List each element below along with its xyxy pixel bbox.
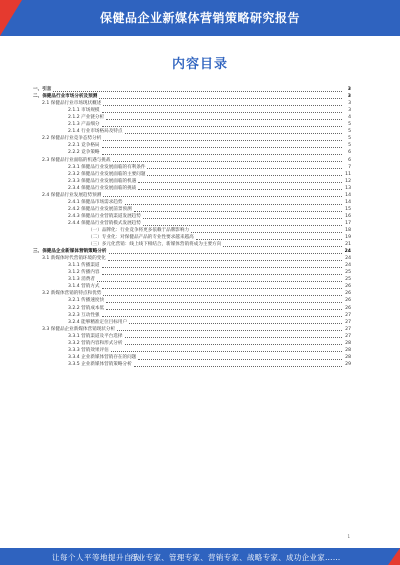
toc-entry-page: 26 [345,305,351,311]
toc-leader-dots [99,98,342,99]
toc-leader-dots [102,126,342,127]
footer-red-accent [388,548,400,565]
toc-entry[interactable] [33,93,351,100]
toc-entry[interactable] [33,149,351,156]
toc-leader-dots [129,323,342,324]
toc-entry-label: 3.1.3 消费者 [68,277,95,283]
toc-entry[interactable] [33,164,351,171]
toc-entry[interactable] [33,347,351,354]
toc-entry-label: 3.1.4 营销方式 [68,284,100,290]
toc-entry[interactable] [33,142,351,149]
toc-leader-dots [106,309,342,310]
toc-entry-page: 3 [347,94,351,100]
toc-entry[interactable] [33,192,351,199]
toc-entry-label: 2.3 保健品行业面临的机遇与挑战 [42,157,111,163]
toc-entry-page: 26 [345,291,351,297]
toc-entry[interactable] [33,206,351,213]
toc-entry[interactable] [33,199,351,206]
toc-entry-page: 5 [348,136,351,142]
toc-entry-label: 3.2.4 能够精准定位目标用户 [68,319,128,325]
toc-entry-page: 27 [345,312,351,318]
toc-entry-label: 2.1.1 市场规模 [68,108,100,114]
toc-leader-dots [147,175,342,176]
toc-entry-label: 3.3.3 营销效果评估 [68,347,109,353]
toc-entry-page: 25 [345,277,351,283]
toc-entry-label: 2.4.4 保健品行业营销模式发展趋势 [68,220,141,226]
toc-heading: 内容目录 [171,57,228,72]
toc-entry[interactable] [33,86,351,93]
toc-entry-page: 15 [345,206,351,212]
toc-entry-label: 一、引言 [33,87,52,93]
toc-entry-label: 2.3.3 保健品行业发展面临的机遇 [68,178,137,184]
toc-entry[interactable] [33,340,351,347]
toc-entry[interactable] [33,333,351,340]
toc-entry-label: 2.2 保健品行业竞争态势分析 [42,136,102,142]
toc-entry-page: 27 [345,326,351,332]
toc-entry-page: 28 [345,354,351,360]
toc-entry-page: 27 [345,333,351,339]
toc-entry-label: 2.4.3 保健品行业营销渠道发展趋势 [68,213,141,219]
toc-entry-label: 3.1.1 传播渠道 [68,263,100,269]
toc-entry-page: 14 [345,199,351,205]
toc-entry-page: 17 [345,220,351,226]
toc-entry-page: 27 [345,319,351,325]
toc-leader-dots [191,232,342,233]
toc-entry-page: 24 [345,256,351,262]
toc-leader-dots [106,302,342,303]
toc-entry-page: 7 [348,164,351,170]
toc-entry-label: （一）品牌化：行业竞争将更多依赖于品牌影响力 [88,227,190,233]
toc-leader-dots [138,359,342,360]
toc-leader-dots [143,225,342,226]
toc-leader-dots [106,119,342,120]
toc-entry-label: 3.3.1 营销渠道及平台选择 [68,333,123,339]
toc-entry-label: 2.2.2 竞争策略 [68,150,100,156]
toc-leader-dots [223,246,342,247]
toc-entry[interactable] [33,107,351,114]
toc-entry-label: 2.1.2 产业链分析 [68,115,105,121]
toc-entry-label: 3.1 新媒体时代营销环境的变化 [42,256,106,262]
toc-entry[interactable] [33,297,351,304]
toc-entry[interactable] [33,319,351,326]
footer-tagline: 行业专家、管理专家、营销专家、战略专家、成功企业家…… [130,553,341,562]
toc-entry-page: 4 [348,115,351,121]
toc-entry-page: 3 [348,108,351,114]
toc-entry-page: 6 [348,157,351,163]
toc-entry-label: （三）多元化营销：线上线下相结合，新媒体营销将成为主要方向 [88,242,222,248]
toc-entry-label: 2.4 保健品行业发展趋势预测 [42,192,102,198]
toc-leader-dots [125,337,343,338]
toc-leader-dots [117,330,342,331]
toc-entry-label: 三、保健品企业新媒体营销策略分析 [33,249,107,255]
toc-entry[interactable] [33,234,351,241]
toc-entry[interactable] [33,269,351,276]
toc-entry-page: 11 [345,171,351,177]
toc-entry-page: 13 [345,185,351,191]
toc-entry[interactable] [33,171,351,178]
toc-entry[interactable] [33,114,351,121]
toc-entry-label: 3.1.2 传播内容 [68,270,100,276]
toc-entry[interactable] [33,100,351,107]
toc-entry-label: 2.3.1 保健品行业发展面临的有利条件 [68,164,146,170]
toc-entry-label: 3.3.4 企业新媒体营销存在的问题 [68,354,137,360]
toc-entry[interactable] [33,312,351,319]
toc-entry-label: 二、保健品行业市场分析及预测 [33,94,98,100]
toc-entry-page: 25 [345,270,351,276]
toc-leader-dots [138,189,342,190]
toc-entry-label: （二）专业化：对保健品产品的专业性要求越来越高 [88,235,194,241]
toc-leader-dots [103,105,342,106]
toc-leader-dots [109,253,342,254]
toc-entry[interactable] [33,135,351,142]
toc-leader-dots [111,351,342,352]
toc-entry-page: 26 [345,284,351,290]
toc-entry-page: 3 [348,101,351,107]
toc-entry-label: 3.2.2 营销成本低 [68,305,105,311]
toc-entry[interactable] [33,178,351,185]
toc-entry-label: 3.3.5 企业新媒体营销策略分析 [68,361,132,367]
toc-entry-label: 2.4.1 保健品市场需求趋势 [68,199,123,205]
toc-leader-dots [147,168,342,169]
toc-entry-label: 3.2.3 互动性强 [68,312,100,318]
toc-entry-page: 29 [345,361,351,367]
toc-entry-page: 26 [345,298,351,304]
toc-entry[interactable] [33,255,351,262]
toc-entry[interactable] [33,121,351,128]
toc-entry-page: 5 [348,122,351,128]
footer-slogan: 让每个人平等地提升自我 [52,553,140,562]
toc-leader-dots [102,112,342,113]
toc-leader-dots [102,274,342,275]
toc-entry-label: 2.2.1 竞争格局 [68,143,100,149]
toc-entry-label: 3.2.1 传播速度快 [68,298,105,304]
toc-leader-dots [134,366,342,367]
toc-entry-page: 6 [348,150,351,156]
toc-entry[interactable] [33,128,351,135]
toc-entry[interactable] [33,326,351,333]
toc-leader-dots [103,140,342,141]
toc-entry[interactable] [33,220,351,227]
toc-entry-label: 2.1 保健品行业市场现状概述 [42,101,102,107]
toc-entry[interactable] [33,213,351,220]
toc-entry[interactable] [33,241,351,248]
table-of-contents [33,86,351,368]
toc-entry-page: 5 [348,143,351,149]
toc-leader-dots [125,344,343,345]
toc-entry-label: 2.4.2 保健品行业发展前景预测 [68,206,132,212]
toc-entry-page: 16 [345,213,351,219]
toc-entry-page: 18 [345,227,351,233]
toc-entry[interactable] [33,283,351,290]
toc-entry-label: 3.3.2 营销内容和形式分析 [68,340,123,346]
toc-entry-page: 3 [347,87,351,93]
footer-bar [0,548,400,565]
toc-leader-dots [102,316,342,317]
toc-entry[interactable] [33,262,351,269]
toc-leader-dots [102,147,342,148]
toc-entry-label: 2.3.2 保健品行业发展面临的主要问题 [68,171,146,177]
toc-leader-dots [53,91,342,92]
toc-leader-dots [143,218,342,219]
toc-entry-label: 2.1.3 产品细分 [68,122,100,128]
toc-entry[interactable] [33,304,351,311]
toc-entry[interactable] [33,248,351,255]
toc-leader-dots [108,260,342,261]
header-bar [0,0,400,36]
toc-leader-dots [125,133,343,134]
toc-entry-page: 5 [348,129,351,135]
toc-leader-dots [196,239,342,240]
toc-entry-label: 2.3.4 保健品行业发展面临的挑战 [68,185,137,191]
toc-leader-dots [138,182,342,183]
page-number: 1 [347,534,350,539]
toc-entry-page: 14 [345,192,351,198]
toc-entry[interactable] [33,290,351,297]
toc-leader-dots [102,154,342,155]
toc-entry[interactable] [33,185,351,192]
toc-leader-dots [113,161,343,162]
toc-entry[interactable] [33,156,351,163]
toc-entry-label: 2.1.4 行业市场格局及特点 [68,129,123,135]
toc-entry[interactable] [33,361,351,368]
toc-entry-page: 28 [345,347,351,353]
toc-leader-dots [103,295,342,296]
toc-leader-dots [125,204,343,205]
toc-leader-dots [134,211,342,212]
toc-leader-dots [97,281,342,282]
toc-entry-page: 28 [345,340,351,346]
toc-entry-page: 12 [345,178,351,184]
toc-entry-page: 24 [345,263,351,269]
toc-entry-label: 3.2 新媒体营销的特点和优势 [42,291,102,297]
toc-entry-page: 24 [344,249,351,255]
toc-entry[interactable] [33,276,351,283]
toc-entry[interactable] [33,354,351,361]
toc-entry[interactable] [33,227,351,234]
toc-entry-page: 19 [345,235,351,241]
report-title: 保健品企业新媒体营销策略研究报告 [99,11,300,25]
toc-entry-label: 3.3 保健品企业新媒体营销现状分析 [42,326,116,332]
toc-entry-page: 21 [345,242,351,248]
toc-leader-dots [102,288,342,289]
toc-leader-dots [103,196,342,197]
toc-leader-dots [102,267,342,268]
